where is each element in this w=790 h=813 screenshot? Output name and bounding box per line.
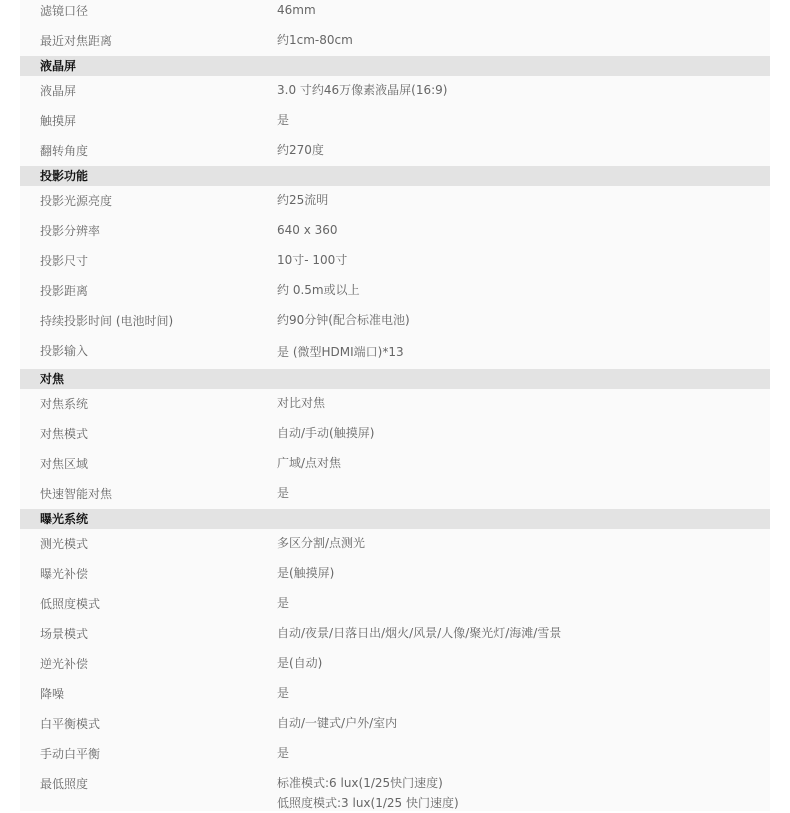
spec-label: 滤镜口径 bbox=[40, 4, 89, 18]
spec-row bbox=[20, 593, 770, 617]
spec-value: 640 x 360 bbox=[277, 223, 338, 237]
spec-value: 10寸- 100寸 bbox=[277, 253, 348, 267]
spec-label: 对焦区域 bbox=[40, 457, 89, 471]
spec-row bbox=[20, 743, 770, 767]
spec-row bbox=[20, 653, 770, 677]
spec-value: 自动/夜景/日落日出/烟火/风景/人像/聚光灯/海滩/雪景 bbox=[277, 626, 562, 640]
spec-value: 是 bbox=[277, 686, 290, 700]
spec-label: 投影距离 bbox=[40, 284, 89, 298]
spec-label: 曝光补偿 bbox=[40, 567, 89, 581]
spec-row bbox=[20, 563, 770, 587]
spec-label: 逆光补偿 bbox=[40, 657, 89, 671]
spec-row bbox=[20, 453, 770, 477]
spec-label: 翻转角度 bbox=[40, 144, 89, 158]
spec-value: 对比对焦 bbox=[277, 396, 326, 410]
spec-label: 触摸屏 bbox=[40, 114, 77, 128]
spec-label: 最低照度 bbox=[40, 777, 89, 791]
spec-label: 投影分辨率 bbox=[40, 224, 101, 238]
spec-row bbox=[20, 220, 770, 244]
section-title: 投影功能 bbox=[40, 169, 89, 183]
spec-value: 是 bbox=[277, 596, 290, 610]
section-header-projector bbox=[20, 166, 770, 186]
spec-label: 投影输入 bbox=[40, 344, 89, 358]
spec-value: 约270度 bbox=[277, 143, 324, 157]
spec-label: 快速智能对焦 bbox=[40, 487, 113, 501]
spec-row bbox=[20, 30, 770, 54]
spec-row bbox=[20, 280, 770, 304]
spec-row bbox=[20, 190, 770, 214]
spec-label: 低照度模式 bbox=[40, 597, 101, 611]
spec-label: 投影尺寸 bbox=[40, 254, 89, 268]
spec-row bbox=[20, 773, 770, 811]
section-header-focus bbox=[20, 369, 770, 389]
spec-label: 白平衡模式 bbox=[40, 717, 101, 731]
spec-value: 是(触摸屏) bbox=[277, 566, 335, 580]
spec-row bbox=[20, 713, 770, 737]
spec-value-line-2: 低照度模式:3 lux(1/25 快门速度) bbox=[277, 796, 459, 810]
spec-row bbox=[20, 423, 770, 447]
spec-value: 自动/手动(触摸屏) bbox=[277, 426, 375, 440]
spec-value: 是 bbox=[277, 746, 290, 760]
spec-row bbox=[20, 310, 770, 334]
spec-label: 降噪 bbox=[40, 687, 65, 701]
spec-row bbox=[20, 393, 770, 417]
spec-value: 3.0 寸约46万像素液晶屏(16:9) bbox=[277, 83, 448, 97]
spec-value: 是(自动) bbox=[277, 656, 323, 670]
spec-row bbox=[20, 110, 770, 134]
spec-table bbox=[20, 0, 770, 811]
spec-value: 约25流明 bbox=[277, 193, 329, 207]
spec-label: 持续投影时间 (电池时间) bbox=[40, 314, 174, 328]
spec-value: 是 bbox=[277, 113, 290, 127]
spec-value: 约 0.5m或以上 bbox=[277, 283, 360, 297]
spec-row bbox=[20, 140, 770, 164]
spec-value: 自动/一键式/户外/室内 bbox=[277, 716, 398, 730]
spec-value: 约90分钟(配合标准电池) bbox=[277, 313, 410, 327]
spec-value: 多区分割/点测光 bbox=[277, 536, 366, 550]
spec-row bbox=[20, 340, 770, 364]
spec-value: 是 bbox=[277, 486, 290, 500]
spec-row bbox=[20, 623, 770, 647]
spec-label: 手动白平衡 bbox=[40, 747, 101, 761]
spec-label: 投影光源亮度 bbox=[40, 194, 113, 208]
section-title: 曝光系统 bbox=[40, 512, 89, 526]
spec-label: 最近对焦距离 bbox=[40, 34, 113, 48]
spec-value: 是 (微型HDMI端口)*13 bbox=[277, 345, 404, 359]
spec-value: 约1cm-80cm bbox=[277, 33, 353, 47]
spec-row bbox=[20, 533, 770, 557]
section-header-exposure bbox=[20, 509, 770, 529]
spec-value: 标准模式:6 lux(1/25快门速度) bbox=[277, 776, 443, 790]
spec-label: 对焦模式 bbox=[40, 427, 89, 441]
spec-value: 广域/点对焦 bbox=[277, 456, 342, 470]
spec-label: 测光模式 bbox=[40, 537, 89, 551]
spec-label: 对焦系统 bbox=[40, 397, 89, 411]
spec-row bbox=[20, 0, 770, 24]
section-header-lcd bbox=[20, 56, 770, 76]
section-title: 液晶屏 bbox=[40, 59, 77, 73]
spec-row bbox=[20, 250, 770, 274]
spec-label: 液晶屏 bbox=[40, 84, 77, 98]
spec-row bbox=[20, 80, 770, 104]
spec-row bbox=[20, 683, 770, 707]
spec-row bbox=[20, 483, 770, 507]
spec-value: 46mm bbox=[277, 3, 316, 17]
section-title: 对焦 bbox=[40, 372, 65, 386]
spec-label: 场景模式 bbox=[40, 627, 89, 641]
